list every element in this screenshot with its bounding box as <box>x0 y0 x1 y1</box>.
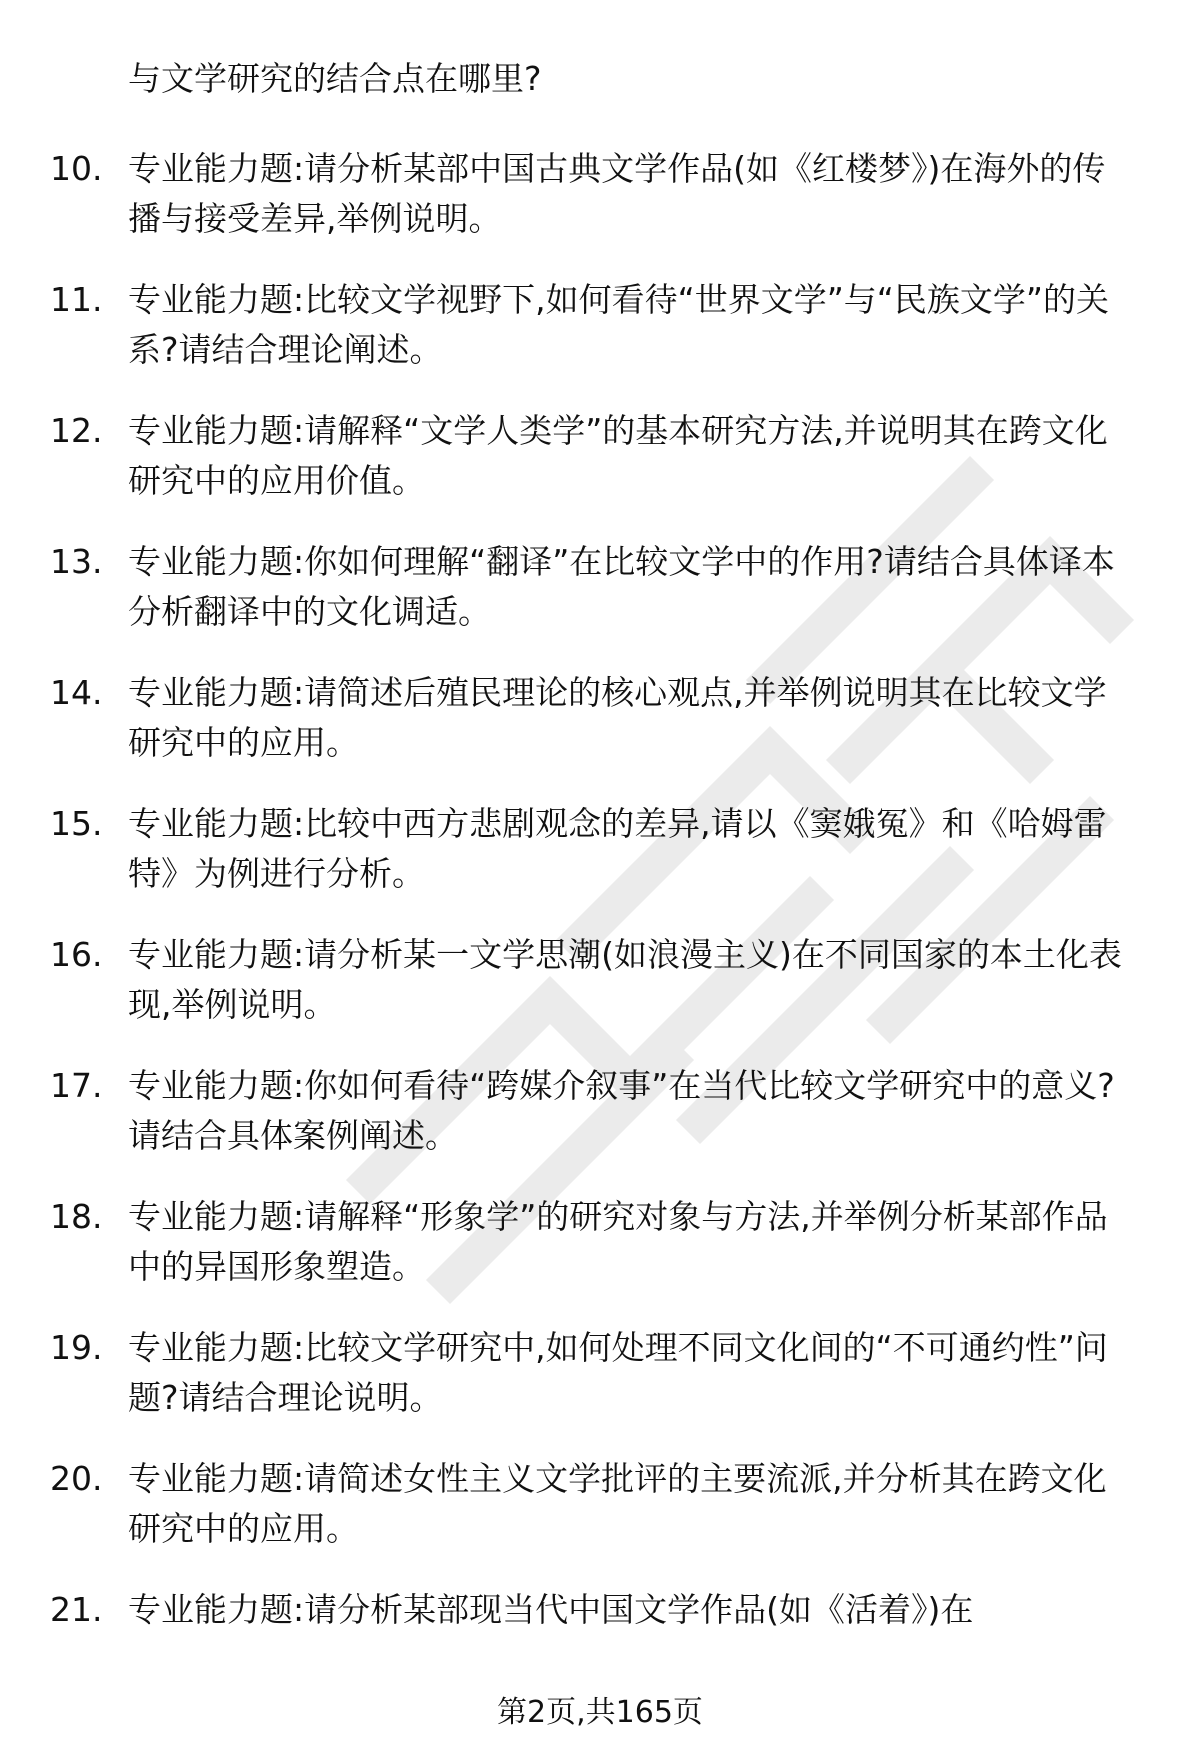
question-list <box>0 144 1200 1716</box>
question-item <box>0 1061 1200 1192</box>
question-number: 11. <box>50 280 103 319</box>
question-text: 专业能力题:请分析某部现当代中国文学作品(如《活着》)在 <box>128 1590 974 1629</box>
question-text: 专业能力题:比较中西方悲剧观念的差异,请以《窦娥冤》和《哈姆雷特》为例进行分析。 <box>128 804 1107 893</box>
question-item <box>0 799 1200 930</box>
question-number: 12. <box>50 411 103 450</box>
question-number: 15. <box>50 804 103 843</box>
question-text: 专业能力题:你如何看待“跨媒介叙事”在当代比较文学研究中的意义?请结合具体案例阐述。 <box>128 1066 1115 1155</box>
continued-question-text: 与文学研究的结合点在哪里? <box>128 59 542 98</box>
question-number: 14. <box>50 673 103 712</box>
question-item <box>0 1192 1200 1323</box>
question-text: 专业能力题:请简述后殖民理论的核心观点,并举例说明其在比较文学研究中的应用。 <box>128 673 1107 762</box>
question-item <box>0 406 1200 537</box>
question-number: 16. <box>50 935 103 974</box>
page-footer: 第2页,共165页 <box>497 1695 703 1730</box>
question-text: 专业能力题:你如何理解“翻译”在比较文学中的作用?请结合具体译本分析翻译中的文化调适。 <box>128 542 1115 631</box>
question-number: 20. <box>50 1459 103 1498</box>
question-number: 17. <box>50 1066 103 1105</box>
question-item <box>0 537 1200 668</box>
question-item <box>0 930 1200 1061</box>
question-item <box>0 275 1200 406</box>
question-text: 专业能力题:请分析某一文学思潮(如浪漫主义)在不同国家的本土化表现,举例说明。 <box>128 935 1122 1024</box>
question-number: 19. <box>50 1328 103 1367</box>
question-text: 专业能力题:比较文学研究中,如何处理不同文化间的“不可通约性”问题?请结合理论说明。 <box>128 1328 1108 1417</box>
question-text: 专业能力题:比较文学视野下,如何看待“世界文学”与“民族文学”的关系?请结合理论阐述。 <box>128 280 1109 369</box>
question-number: 10. <box>50 149 103 188</box>
question-text: 专业能力题:请分析某部中国古典文学作品(如《红楼梦》)在海外的传播与接受差异,举例说明。 <box>128 149 1106 238</box>
question-number: 21. <box>50 1590 103 1629</box>
question-text: 专业能力题:请解释“文学人类学”的基本研究方法,并说明其在跨文化研究中的应用价值。 <box>128 411 1108 500</box>
question-item <box>0 1454 1200 1585</box>
question-item <box>0 668 1200 799</box>
question-number: 18. <box>50 1197 103 1236</box>
question-text: 专业能力题:请解释“形象学”的研究对象与方法,并举例分析某部作品中的异国形象塑造。 <box>128 1197 1108 1286</box>
question-number: 13. <box>50 542 103 581</box>
question-item <box>0 144 1200 275</box>
question-text: 专业能力题:请简述女性主义文学批评的主要流派,并分析其在跨文化研究中的应用。 <box>128 1459 1107 1548</box>
question-item <box>0 1323 1200 1454</box>
